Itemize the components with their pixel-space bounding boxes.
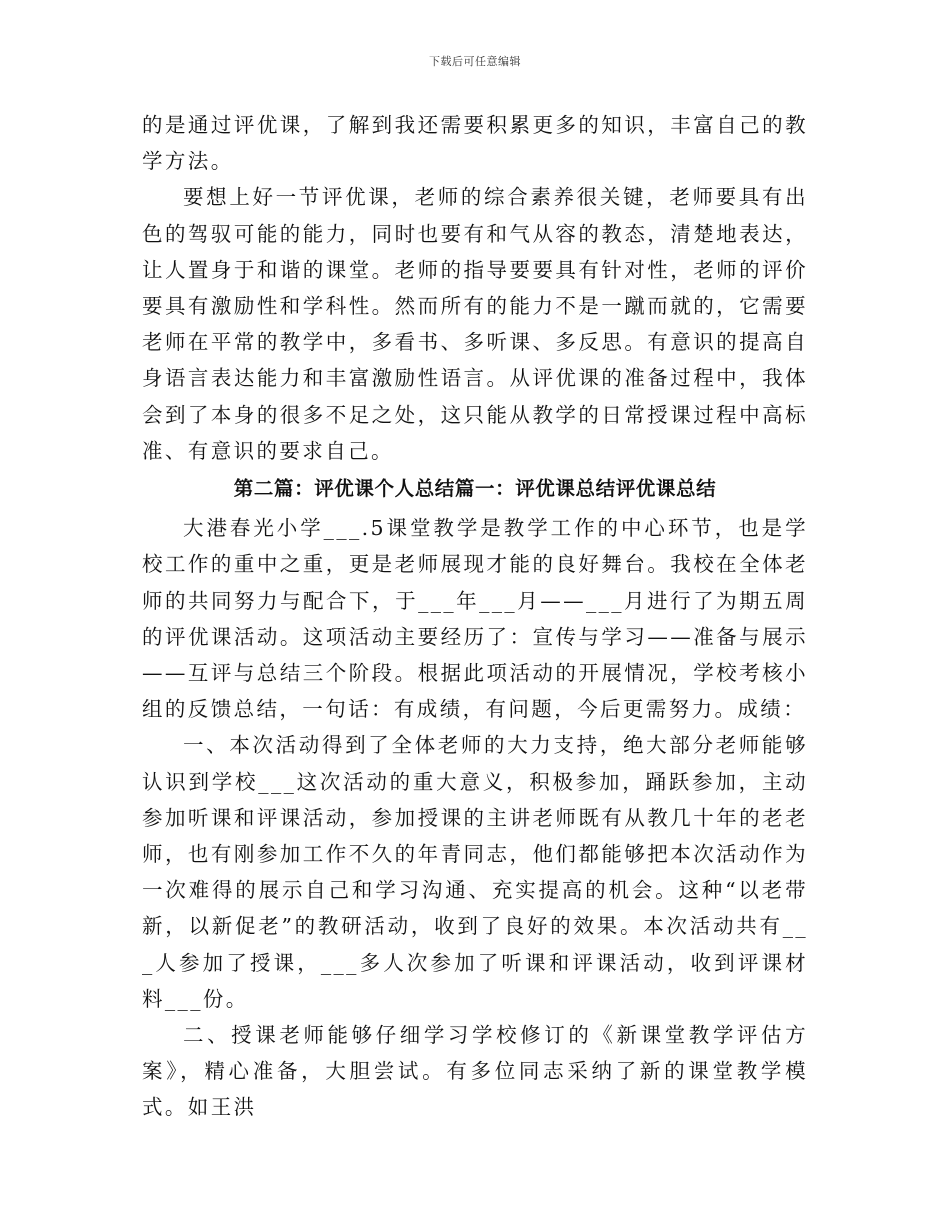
page-header: 下载后可任意编辑 (429, 55, 521, 68)
paragraph-school-intro: 大港春光小学___.5课堂教学是教学工作的中心环节，也是学校工作的重中之重，更是老师展现才能的良好舞台。我校在全体老师的共同努力与配合下，于___年___月——___月进行了为期五周的评优课活动。这项活动主要经历了：宣传与学习——准备与展示——互评与总结三个阶段。根据此项活动的开展情况，学校考核小组的反馈总结，一句话：有成绩，有问题，今后更需努力。成绩： (142, 516, 808, 722)
paragraph-achievement-one: 一、本次活动得到了全体老师的大力支持，绝大部分老师能够认识到学校___这次活动的重大意义，积极参加，踊跃参加，主动参加听课和评课活动，参加授课的主讲老师既有从教几十年的老老师，也有刚参加工作不久的年青同志，他们都能够把本次活动作为一次难得的展示自己和学习沟通、充实提高的机会。这种“以老带新，以新促老”的教研活动，收到了良好的效果。本次活动共有___人参加了授课，___多人次参加了听课和评课活动，收到评课材料___份。 (142, 733, 808, 1011)
paragraph-teacher-quality: 要想上好一节评优课，老师的综合素养很关键，老师要具有出色的驾驭可能的能力，同时也要有和气从容的教态，清楚地表达，让人置身于和谐的课堂。老师的指导要要具有针对性，老师的评价要具有激励性和学科性。然而所有的能力不是一蹴而就的，它需要老师在平常的教学中，多看书、多听课、多反思。有意识的提高自身语言表达能力和丰富激励性语言。从评优课的准备过程中，我体会到了本身的很多不足之处，这只能从教学的日常授课过程中高标准、有意识的要求自己。 (142, 185, 808, 463)
paragraph-achievement-two: 二、授课老师能够仔细学习学校修订的《新课堂教学评估方案》，精心准备，大胆尝试。有多位同志采纳了新的课堂教学模式。如王洪 (142, 1023, 808, 1120)
paragraph-continuation: 的是通过评优课，了解到我还需要积累更多的知识，丰富自己的教学方法。 (142, 113, 808, 174)
section-heading: 第二篇：评优课个人总结篇一：评优课总结评优课总结 (233, 477, 717, 501)
document-body (142, 107, 808, 1126)
